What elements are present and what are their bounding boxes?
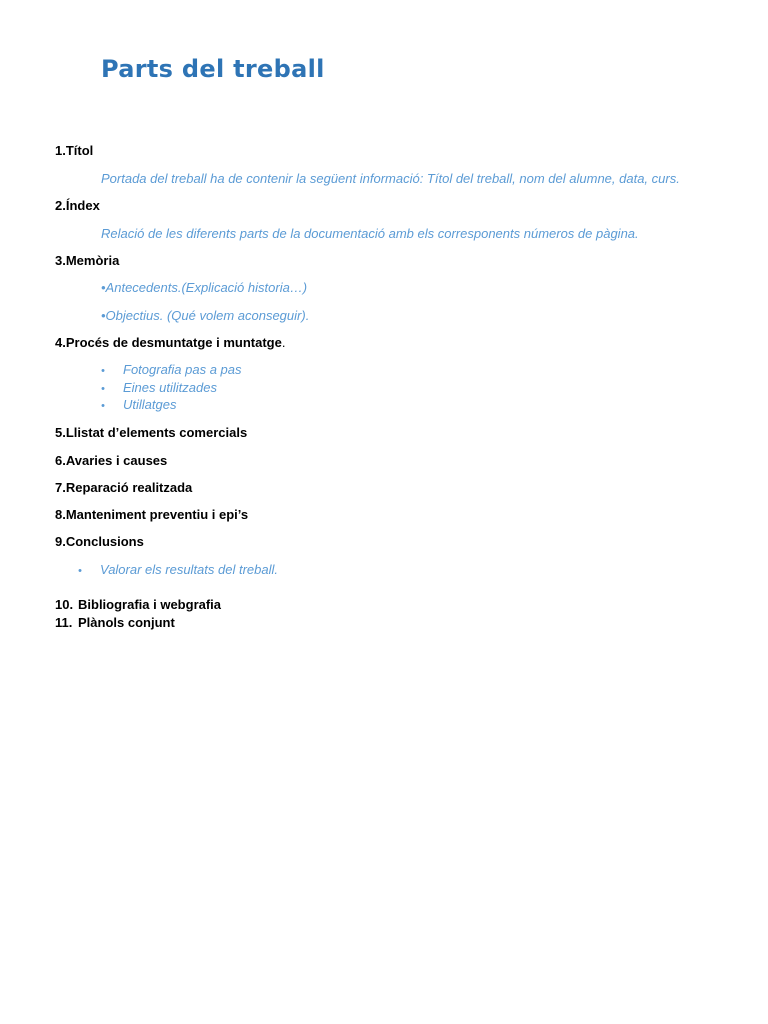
section-heading-6: 6.Avaries i causes bbox=[55, 453, 168, 468]
section-heading-8: 8.Manteniment preventiu i epi’s bbox=[55, 507, 249, 522]
numbered-item-label: Plànols conjunt bbox=[78, 615, 175, 630]
numbered-item-number: 11. bbox=[55, 615, 73, 630]
numbered-item-label: Bibliografia i webgrafia bbox=[78, 597, 222, 612]
list-item bbox=[101, 397, 176, 412]
section-heading-2: 2.Índex bbox=[55, 198, 100, 213]
section-note-3b: •Objectius. (Qué volem aconseguir). bbox=[101, 308, 310, 323]
list-item bbox=[101, 362, 242, 377]
list-item-label: Eines utilitzades bbox=[123, 380, 217, 395]
numbered-item-number: 10. bbox=[55, 597, 74, 612]
numbered-item-10 bbox=[55, 597, 221, 612]
bullet-icon: • bbox=[101, 383, 105, 395]
bullet-icon: • bbox=[78, 565, 82, 577]
bullet-icon: • bbox=[101, 365, 105, 377]
list-item bbox=[101, 380, 217, 395]
section-heading-4-tail: . bbox=[281, 335, 286, 350]
section-heading-3: 3.Memòria bbox=[55, 253, 120, 268]
section-heading-5: 5.Llistat d’elements comercials bbox=[55, 425, 248, 440]
section-heading-4-text: 4.Procés de desmuntatge i muntatge bbox=[55, 335, 282, 350]
bullet-icon: • bbox=[101, 400, 105, 412]
section-heading-7: 7.Reparació realitzada bbox=[55, 480, 193, 495]
section-heading-1: 1.Títol bbox=[55, 143, 94, 158]
list-item-label: Valorar els resultats del treball. bbox=[100, 562, 278, 577]
document-title: Parts del treball bbox=[101, 55, 325, 83]
section-note-2: Relació de les diferents parts de la documentació amb els corresponents números de pàgina. bbox=[101, 226, 639, 241]
section-note-1: Portada del treball ha de contenir la següent informació: Títol del treball, nom del alumne, data, curs. bbox=[101, 171, 680, 186]
list-item-label: Utillatges bbox=[123, 397, 177, 412]
section-note-3a: •Antecedents.(Explicació historia…) bbox=[101, 280, 308, 295]
section-heading-4 bbox=[55, 335, 285, 350]
numbered-item-11 bbox=[55, 615, 175, 630]
list-item-label: Fotografia pas a pas bbox=[123, 362, 242, 377]
list-item bbox=[78, 562, 278, 577]
section-heading-9: 9.Conclusions bbox=[55, 534, 144, 549]
